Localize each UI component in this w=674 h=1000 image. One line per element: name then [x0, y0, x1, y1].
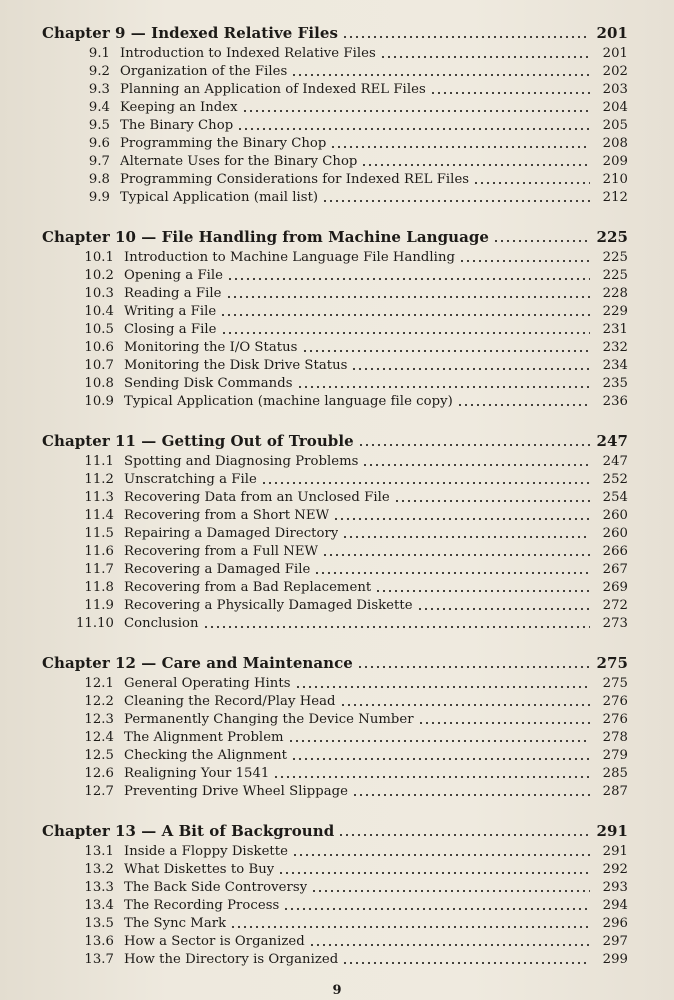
section-number: 9.3 — [88, 82, 110, 97]
dot-leader — [288, 739, 590, 743]
section-title: Planning an Application of Indexed REL Files — [120, 82, 426, 97]
section-title: Inside a Floppy Diskette — [124, 844, 288, 859]
section-page: 212 — [602, 190, 628, 205]
section-page: 299 — [602, 952, 628, 967]
dot-leader — [291, 757, 590, 761]
section-title: Permanently Changing the Device Number — [124, 712, 414, 727]
section-entry — [42, 615, 628, 633]
section-entry — [42, 543, 628, 561]
section-entry — [42, 285, 628, 303]
chapter-title: Chapter 13 — A Bit of Background — [42, 822, 335, 840]
section-title: Introduction to Indexed Relative Files — [120, 46, 376, 61]
section-title: Keeping an Index — [120, 100, 238, 115]
dot-leader — [352, 793, 590, 797]
section-entry — [42, 453, 628, 471]
section-title: Reading a File — [124, 286, 222, 301]
section-entry — [42, 471, 628, 489]
section-number: 11.9 — [84, 598, 114, 613]
section-entry — [42, 117, 628, 135]
section-entry — [42, 783, 628, 801]
chapter-heading — [42, 652, 628, 674]
section-number: 10.4 — [84, 304, 114, 319]
dot-leader — [473, 181, 590, 185]
section-entry — [42, 765, 628, 783]
section-entry — [42, 153, 628, 171]
section-number: 11.4 — [84, 508, 114, 523]
dot-leader — [237, 127, 590, 131]
section-entry — [42, 861, 628, 879]
section-title: Conclusion — [124, 616, 199, 631]
section-title: Alternate Uses for the Binary Chop — [120, 154, 358, 169]
section-number: 12.4 — [84, 730, 114, 745]
chapter-block — [42, 430, 628, 633]
dot-leader — [361, 163, 590, 167]
dot-leader — [380, 55, 590, 59]
section-number: 11.10 — [75, 616, 114, 631]
chapter-block — [42, 652, 628, 801]
dot-leader — [297, 385, 590, 389]
section-entry — [42, 189, 628, 207]
section-entry — [42, 597, 628, 615]
section-page: 294 — [602, 898, 628, 913]
section-entry — [42, 489, 628, 507]
chapter-heading — [42, 226, 628, 248]
section-number: 10.9 — [84, 394, 114, 409]
section-page: 225 — [602, 268, 628, 283]
section-title: Closing a File — [124, 322, 217, 337]
dot-leader — [230, 925, 590, 929]
section-title: Realigning Your 1541 — [124, 766, 270, 781]
section-title: Checking the Alignment — [124, 748, 287, 763]
section-number: 11.1 — [84, 454, 114, 469]
section-page: 225 — [602, 250, 628, 265]
section-page: 202 — [602, 64, 628, 79]
dot-leader — [309, 943, 590, 947]
dot-leader — [322, 199, 590, 203]
section-page: 260 — [602, 526, 628, 541]
section-title: The Back Side Controversy — [124, 880, 308, 895]
section-title: Programming Considerations for Indexed REL Files — [120, 172, 470, 187]
section-number: 12.3 — [84, 712, 114, 727]
section-page: 210 — [602, 172, 628, 187]
section-page: 204 — [602, 100, 628, 115]
dot-leader — [430, 91, 590, 95]
section-title: Introduction to Machine Language File Handling — [124, 250, 455, 265]
section-entry — [42, 135, 628, 153]
chapter-heading — [42, 22, 628, 44]
section-entry — [42, 249, 628, 267]
section-number: 9.6 — [88, 136, 110, 151]
section-page: 205 — [602, 118, 628, 133]
section-number: 9.1 — [88, 46, 110, 61]
dot-leader — [227, 277, 590, 281]
section-page: 201 — [602, 46, 628, 61]
section-title: Recovering Data from an Unclosed File — [124, 490, 390, 505]
section-entry — [42, 357, 628, 375]
section-entry — [42, 45, 628, 63]
section-entry — [42, 561, 628, 579]
section-entry — [42, 747, 628, 765]
section-page: 279 — [602, 748, 628, 763]
section-title: Recovering a Damaged File — [124, 562, 311, 577]
page-number: 9 — [332, 983, 342, 998]
section-entry — [42, 393, 628, 411]
section-entry — [42, 915, 628, 933]
chapter-title: Chapter 11 — Getting Out of Trouble — [42, 432, 354, 450]
section-title: The Sync Mark — [124, 916, 227, 931]
section-page: 203 — [602, 82, 628, 97]
section-title: The Alignment Problem — [124, 730, 284, 745]
section-page: 297 — [602, 934, 628, 949]
dot-leader — [342, 961, 590, 965]
section-page: 235 — [602, 376, 628, 391]
section-title: Recovering from a Short NEW — [124, 508, 330, 523]
section-title: What Diskettes to Buy — [124, 862, 275, 877]
section-entry — [42, 507, 628, 525]
section-entry — [42, 525, 628, 543]
section-number: 13.7 — [84, 952, 114, 967]
section-title: Recovering from a Bad Replacement — [124, 580, 372, 595]
section-page: 296 — [602, 916, 628, 931]
section-number: 10.7 — [84, 358, 114, 373]
section-entry — [42, 693, 628, 711]
section-page: 278 — [602, 730, 628, 745]
section-number: 10.2 — [84, 268, 114, 283]
dot-leader — [459, 259, 590, 263]
dot-leader — [311, 889, 590, 893]
section-page: 276 — [602, 694, 628, 709]
section-number: 10.5 — [84, 322, 114, 337]
section-number: 13.1 — [84, 844, 114, 859]
section-number: 9.7 — [88, 154, 110, 169]
section-page: 247 — [602, 454, 628, 469]
chapter-page: 247 — [596, 432, 628, 450]
section-number: 9.5 — [88, 118, 110, 133]
chapter-heading — [42, 820, 628, 842]
section-number: 11.3 — [84, 490, 114, 505]
section-number: 13.2 — [84, 862, 114, 877]
section-entry — [42, 303, 628, 321]
section-number: 11.7 — [84, 562, 114, 577]
section-title: Recovering a Physically Damaged Diskette — [124, 598, 413, 613]
section-entry — [42, 933, 628, 951]
section-title: General Operating Hints — [124, 676, 291, 691]
section-page: 236 — [602, 394, 628, 409]
dot-leader — [261, 481, 590, 485]
section-number: 11.5 — [84, 526, 114, 541]
section-page: 275 — [602, 676, 628, 691]
chapter-block — [42, 820, 628, 969]
section-entry — [42, 99, 628, 117]
section-page: 228 — [602, 286, 628, 301]
section-entry — [42, 729, 628, 747]
section-title: Typical Application (machine language file copy) — [124, 394, 453, 409]
section-number: 9.4 — [88, 100, 110, 115]
section-page: 231 — [602, 322, 628, 337]
dot-leader — [394, 499, 590, 503]
section-title: How a Sector is Organized — [124, 934, 305, 949]
section-number: 12.2 — [84, 694, 114, 709]
section-number: 13.3 — [84, 880, 114, 895]
table-of-contents — [42, 22, 628, 988]
section-title: Opening a File — [124, 268, 224, 283]
section-number: 12.6 — [84, 766, 114, 781]
section-entry — [42, 951, 628, 969]
dot-leader — [342, 35, 590, 39]
section-title: The Recording Process — [124, 898, 280, 913]
section-title: Monitoring the I/O Status — [124, 340, 298, 355]
section-number: 13.4 — [84, 898, 114, 913]
section-entry — [42, 375, 628, 393]
section-page: 266 — [602, 544, 628, 559]
section-entry — [42, 843, 628, 861]
chapter-block — [42, 22, 628, 207]
dot-leader — [375, 589, 590, 593]
section-entry — [42, 579, 628, 597]
dot-leader — [457, 403, 590, 407]
section-title: Sending Disk Commands — [124, 376, 293, 391]
section-title: Monitoring the Disk Drive Status — [124, 358, 348, 373]
section-number: 9.8 — [88, 172, 110, 187]
section-title: Programming the Binary Chop — [120, 136, 327, 151]
section-entry — [42, 339, 628, 357]
section-number: 12.1 — [84, 676, 114, 691]
section-title: Preventing Drive Wheel Slippage — [124, 784, 348, 799]
section-number: 12.5 — [84, 748, 114, 763]
section-number: 11.2 — [84, 472, 114, 487]
section-title: Repairing a Damaged Directory — [124, 526, 339, 541]
dot-leader — [340, 703, 590, 707]
section-entry — [42, 321, 628, 339]
section-title: How the Directory is Organized — [124, 952, 339, 967]
section-page: 252 — [602, 472, 628, 487]
section-title: Typical Application (mail list) — [120, 190, 319, 205]
section-entry — [42, 171, 628, 189]
section-title: Organization of the Files — [120, 64, 288, 79]
chapter-heading — [42, 430, 628, 452]
dot-leader — [226, 295, 590, 299]
section-page: 291 — [602, 844, 628, 859]
section-page: 269 — [602, 580, 628, 595]
section-title: Recovering from a Full NEW — [124, 544, 319, 559]
section-title: Cleaning the Record/Play Head — [124, 694, 336, 709]
section-number: 12.7 — [84, 784, 114, 799]
section-number: 9.2 — [88, 64, 110, 79]
dot-leader — [292, 853, 590, 857]
section-entry — [42, 711, 628, 729]
section-number: 11.6 — [84, 544, 114, 559]
section-number: 10.1 — [84, 250, 114, 265]
dot-leader — [493, 239, 590, 243]
dot-leader — [221, 331, 590, 335]
dot-leader — [418, 721, 590, 725]
dot-leader — [357, 665, 590, 669]
chapter-page: 291 — [596, 822, 628, 840]
section-page: 273 — [602, 616, 628, 631]
dot-leader — [203, 625, 590, 629]
section-page: 232 — [602, 340, 628, 355]
section-title: The Binary Chop — [120, 118, 234, 133]
section-page: 272 — [602, 598, 628, 613]
dot-leader — [273, 775, 590, 779]
section-page: 229 — [602, 304, 628, 319]
section-page: 260 — [602, 508, 628, 523]
section-page: 285 — [602, 766, 628, 781]
section-page: 276 — [602, 712, 628, 727]
section-page: 287 — [602, 784, 628, 799]
dot-leader — [351, 367, 590, 371]
section-number: 10.8 — [84, 376, 114, 391]
chapter-title: Chapter 10 — File Handling from Machine Language — [42, 228, 489, 246]
dot-leader — [362, 463, 590, 467]
section-page: 234 — [602, 358, 628, 373]
section-title: Spotting and Diagnosing Problems — [124, 454, 359, 469]
dot-leader — [302, 349, 591, 353]
section-page: 208 — [602, 136, 628, 151]
section-entry — [42, 897, 628, 915]
chapter-page: 201 — [596, 24, 628, 42]
section-number: 10.3 — [84, 286, 114, 301]
dot-leader — [342, 535, 590, 539]
section-page: 267 — [602, 562, 628, 577]
dot-leader — [338, 833, 590, 837]
section-page: 293 — [602, 880, 628, 895]
section-entry — [42, 267, 628, 285]
dot-leader — [417, 607, 590, 611]
chapter-title: Chapter 12 — Care and Maintenance — [42, 654, 353, 672]
dot-leader — [220, 313, 590, 317]
section-number: 11.8 — [84, 580, 114, 595]
dot-leader — [283, 907, 590, 911]
chapter-page: 275 — [596, 654, 628, 672]
chapter-title: Chapter 9 — Indexed Relative Files — [42, 24, 338, 42]
section-page: 209 — [602, 154, 628, 169]
dot-leader — [330, 145, 590, 149]
chapter-page: 225 — [596, 228, 628, 246]
chapter-block — [42, 226, 628, 411]
section-number: 13.6 — [84, 934, 114, 949]
dot-leader — [358, 443, 590, 447]
section-entry — [42, 879, 628, 897]
section-entry — [42, 675, 628, 693]
dot-leader — [278, 871, 590, 875]
section-title: Unscratching a File — [124, 472, 257, 487]
section-number: 9.9 — [88, 190, 110, 205]
section-number: 13.5 — [84, 916, 114, 931]
dot-leader — [333, 517, 590, 521]
section-page: 292 — [602, 862, 628, 877]
dot-leader — [314, 571, 590, 575]
section-page: 254 — [602, 490, 628, 505]
dot-leader — [291, 73, 590, 77]
section-number: 10.6 — [84, 340, 114, 355]
dot-leader — [295, 685, 590, 689]
section-entry — [42, 63, 628, 81]
section-title: Writing a File — [124, 304, 217, 319]
dot-leader — [242, 109, 590, 113]
section-entry — [42, 81, 628, 99]
dot-leader — [322, 553, 590, 557]
